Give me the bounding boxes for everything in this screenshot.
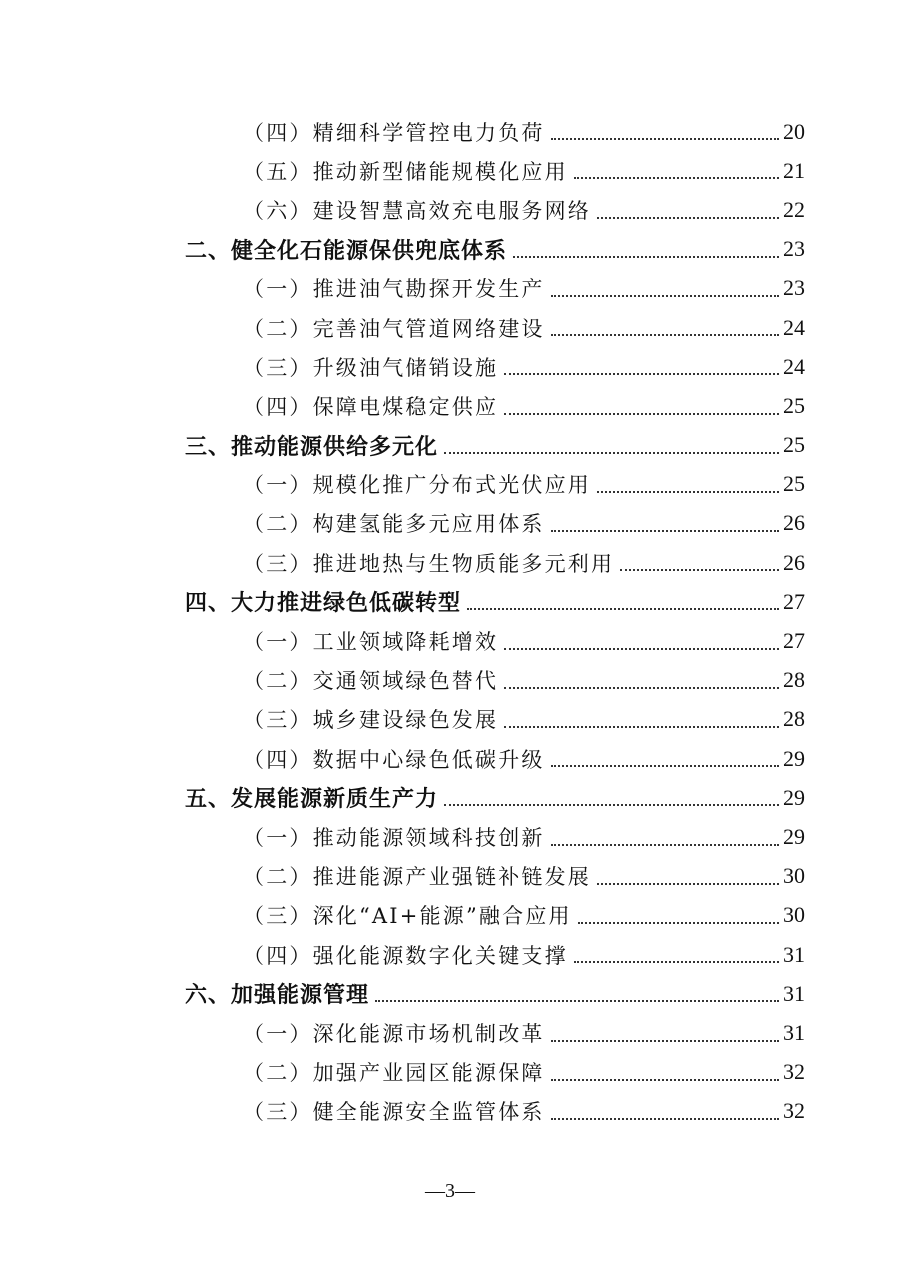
toc-entry-title: （二）完善油气管道网络建设 [243,316,545,341]
toc-subsection-entry[interactable] [0,817,900,856]
dot-leader [551,843,779,846]
dot-leader [444,451,779,454]
dot-leader [578,921,779,924]
toc-entry-title: （二）加强产业园区能源保障 [243,1061,545,1086]
page-number: —3— [425,1180,475,1202]
toc-entry-title: （二）交通领域绿色替代 [243,669,499,694]
toc-page-number: 25 [783,392,805,418]
toc-subsection-entry[interactable] [0,347,900,386]
toc-section-entry[interactable] [0,426,900,465]
toc-page-number: 24 [783,353,805,379]
toc-subsection-entry[interactable] [0,1053,900,1092]
dot-leader [574,176,779,179]
toc-page-number: 26 [783,510,805,536]
toc-entry-title: 四、大力推进绿色低碳转型 [185,591,462,617]
dot-leader [551,1117,779,1120]
toc-entry-title: （二）推进能源产业强链补链发展 [243,865,591,890]
dot-leader [574,960,779,963]
toc-page-number: 23 [783,275,805,301]
toc-subsection-entry[interactable] [0,857,900,896]
toc-entry-title: （五）推动新型储能规模化应用 [243,159,568,184]
toc-entry-title: 五、发展能源新质生产力 [185,787,439,813]
toc-entry-title: （三）健全能源安全监管体系 [243,1100,545,1125]
toc-entry-title: 三、推动能源供给多元化 [185,434,439,460]
toc-subsection-entry[interactable] [0,151,900,190]
toc-section-entry[interactable] [0,582,900,621]
toc-entry-title: （三）推进地热与生物质能多元利用 [243,551,615,576]
table-of-contents [0,112,900,1131]
dot-leader [467,607,779,610]
toc-page-number: 25 [783,471,805,497]
toc-page-number: 31 [783,1019,805,1045]
toc-page-number: 31 [783,941,805,967]
toc-subsection-entry[interactable] [0,543,900,582]
toc-entry-title: （四）精细科学管控电力负荷 [243,120,545,145]
toc-subsection-entry[interactable] [0,112,900,151]
toc-entry-title: （三）深化“AI+能源”融合应用 [243,904,572,929]
dot-leader [551,1039,779,1042]
dot-leader [620,568,779,571]
toc-subsection-entry[interactable] [0,1013,900,1052]
toc-page-number: 27 [783,588,805,614]
toc-entry-title: （四）保障电煤稳定供应 [243,394,499,419]
toc-subsection-entry[interactable] [0,190,900,229]
toc-page-number: 22 [783,196,805,222]
toc-entry-title: （一）推动能源领域科技创新 [243,825,545,850]
toc-page-number: 23 [783,236,805,262]
toc-page-number: 30 [783,863,805,889]
toc-entry-title: （三）升级油气储销设施 [243,355,499,380]
dot-leader [504,725,779,728]
toc-entry-title: （六）建设智慧高效充电服务网络 [243,198,591,223]
toc-subsection-entry[interactable] [0,700,900,739]
toc-subsection-entry[interactable] [0,308,900,347]
toc-subsection-entry[interactable] [0,739,900,778]
dot-leader [504,686,779,689]
toc-page-number: 29 [783,784,805,810]
dot-leader [597,882,779,885]
toc-entry-title: （三）城乡建设绿色发展 [243,708,499,733]
toc-page-number: 29 [783,745,805,771]
dot-leader [504,647,779,650]
dot-leader [551,137,779,140]
toc-subsection-entry[interactable] [0,935,900,974]
toc-subsection-entry[interactable] [0,621,900,660]
dot-leader [551,294,779,297]
dot-leader [444,803,779,806]
toc-page-number: 26 [783,549,805,575]
toc-subsection-entry[interactable] [0,661,900,700]
toc-subsection-entry[interactable] [0,1092,900,1131]
dot-leader [597,216,779,219]
toc-section-entry[interactable] [0,974,900,1013]
toc-subsection-entry[interactable] [0,896,900,935]
toc-entry-title: （一）规模化推广分布式光伏应用 [243,473,591,498]
dot-leader [504,412,779,415]
toc-page-number: 32 [783,1059,805,1085]
toc-page-number: 31 [783,980,805,1006]
toc-page-number: 24 [783,314,805,340]
toc-entry-title: （二）构建氢能多元应用体系 [243,512,545,537]
toc-page-number: 32 [783,1098,805,1124]
toc-page-number: 27 [783,628,805,654]
toc-subsection-entry[interactable] [0,465,900,504]
toc-page-number: 20 [783,118,805,144]
dot-leader [504,372,779,375]
toc-entry-title: 六、加强能源管理 [185,983,370,1009]
dot-leader [513,255,779,258]
dot-leader [551,529,779,532]
dot-leader [551,333,779,336]
toc-entry-title: （四）强化能源数字化关键支撑 [243,943,568,968]
dot-leader [597,490,779,493]
toc-page-number: 21 [783,157,805,183]
toc-page-number: 28 [783,667,805,693]
toc-page-number: 30 [783,902,805,928]
toc-entry-title: （四）数据中心绿色低碳升级 [243,747,545,772]
toc-section-entry[interactable] [0,230,900,269]
toc-page-number: 25 [783,432,805,458]
toc-subsection-entry[interactable] [0,269,900,308]
toc-entry-title: （一）深化能源市场机制改革 [243,1021,545,1046]
dot-leader [551,764,779,767]
toc-section-entry[interactable] [0,778,900,817]
toc-entry-title: （一）推进油气勘探开发生产 [243,277,545,302]
toc-entry-title: （一）工业领域降耗增效 [243,630,499,655]
toc-subsection-entry[interactable] [0,386,900,425]
toc-page-number: 29 [783,823,805,849]
toc-entry-title: 二、健全化石能源保供兜底体系 [185,238,508,264]
toc-page-number: 28 [783,706,805,732]
dot-leader [375,999,779,1002]
dot-leader [551,1078,779,1081]
toc-subsection-entry[interactable] [0,504,900,543]
